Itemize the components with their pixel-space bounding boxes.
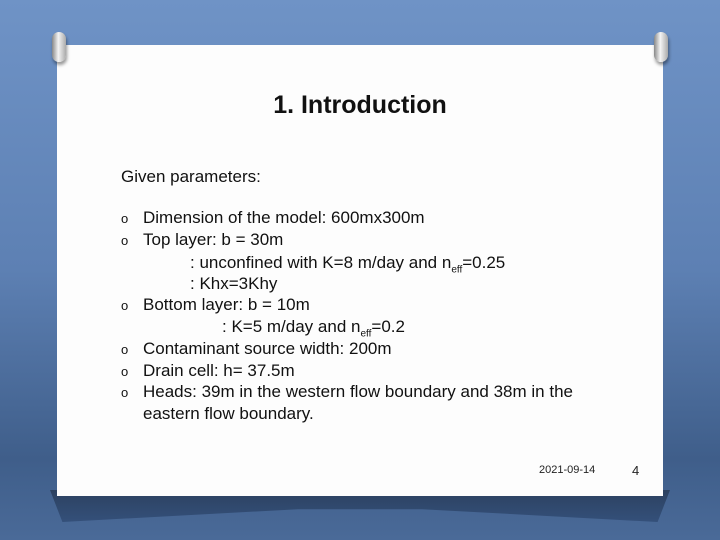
text: =0.2 [371,317,405,336]
bullet-icon: o [121,233,129,248]
bullet-icon: o [121,364,129,379]
list-item: Top layer: b = 30m [143,230,284,249]
list-item: Contaminant source width: 200m [143,339,392,358]
text: : unconfined with K=8 m/day and n [190,253,452,272]
intro-text: Given parameters: [121,167,261,186]
page-number: 4 [632,463,640,478]
list-item: Heads: 39m in the western flow boundary and 38m in the [143,382,573,401]
bullet-icon: o [121,298,129,313]
bullet-icon: o [121,385,129,400]
slide-date: 2021-09-14 [539,464,596,476]
slide-title: 1. Introduction [273,91,447,119]
list-item: Dimension of the model: 600mx300m [143,208,425,227]
list-item-sub: : Khx=3Khy [190,274,278,293]
text: =0.25 [462,253,506,272]
list-item: Bottom layer: b = 10m [143,295,310,314]
subscript: eff [451,264,463,276]
list-item-sub [222,317,405,339]
pin-right-icon [654,32,668,62]
list-item-sub [190,253,505,275]
bullet-icon: o [121,211,129,226]
text: : K=5 m/day and n [222,317,361,336]
pin-left-icon [52,32,66,62]
subscript: eff [360,328,372,340]
list-item: Drain cell: h= 37.5m [143,361,295,380]
list-item-continuation: eastern flow boundary. [143,404,314,423]
bullet-icon: o [121,342,129,357]
